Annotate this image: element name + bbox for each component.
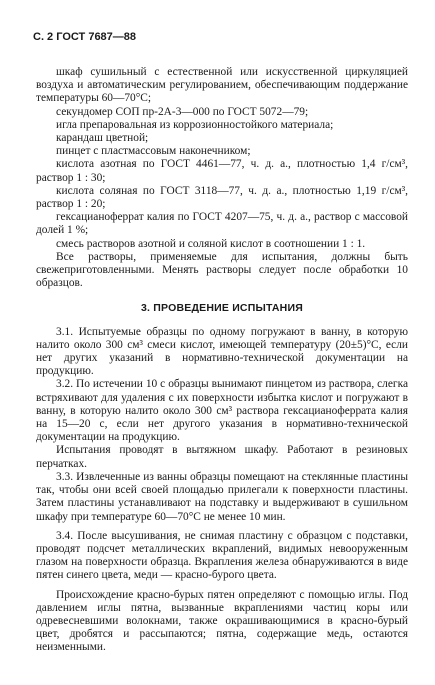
list-item: гексацианоферрат калия по ГОСТ 4207—75, ч. д. а., раствор с массовой долей 1 %;: [36, 211, 408, 237]
section-title: 3. ПРОВЕДЕНИЕ ИСПЫТАНИЯ: [141, 302, 303, 315]
list-item: игла препаровальная из коррозионностойкого материала;: [56, 118, 334, 131]
paragraph-3-4-detail: Происхождение красно-бурых пятен определяют с помощью иглы. Под давлением иглы пятна, вызванные вкраплениями частиц коры или одревесневшими волокнами, также окрашивающимися в красно-бурый цвет, дробятся и рассыпаются; пятна, содержащие медь, остаются неизменными.: [36, 588, 408, 654]
list-item: карандаш цветной;: [56, 132, 149, 145]
paragraph-3-1: 3.1. Испытуемые образцы по одному погружают в ванну, в которую налито около 300 см³ смеси кислот, имеющей температуру (20±5)°С, если нет других указаний в нормативно-технической документации на продукцию.: [36, 325, 408, 378]
list-item: шкаф сушильный с естественной или искусственной циркуляцией воздуха и автоматическим регулированием, обеспечивающим поддержание температуры 60—70°С;: [36, 66, 408, 105]
paragraph-3-4: 3.4. После высушивания, не снимая пластину с образцом с подставки, проводят подсчет металлических вкраплений, видимых невооруженным глазом на поверхности образца. Вкрапления железа обнаруживаются в виде пятен синего цвета, меди — красно-бурого цвета.: [36, 529, 408, 582]
reagent-list: [36, 66, 408, 251]
list-item: секундомер СОП пр-2А-3—000 по ГОСТ 5072—79;: [56, 105, 309, 118]
paragraph-3-2: 3.2. По истечении 10 с образцы вынимают пинцетом из раствора, слегка встряхивают для удаления с их поверхности избытка кислот и погружают в ванну, в которую налито около 300 см³ раствора гексацианоферрата калия на 15—20 с, если нет другого указания в нормативно-технической документации на продукцию.: [36, 378, 408, 444]
paragraph-3-2-note: Испытания проводят в вытяжном шкафу. Работают в резиновых перчатках.: [36, 444, 408, 470]
page-header: С. 2 ГОСТ 7687—88: [33, 31, 137, 43]
list-item: кислота азотная по ГОСТ 4461—77, ч. д. а., плотностью 1,4 г/см³, раствор 1 : 30;: [36, 158, 408, 184]
paragraph-3-3: 3.3. Извлеченные из ванны образцы помещают на стеклянные пластины так, чтобы они всей своей площадью прилегали к поверхности пластины. Затем пластины устанавливают на подставку и выдерживают в сушильном шкафу при температуре 60—70°С не менее 10 мин.: [36, 470, 408, 523]
list-item: пинцет с пластмассовым наконечником;: [56, 145, 251, 158]
document-body: [36, 66, 408, 655]
list-item: кислота соляная по ГОСТ 3118—77, ч. д. а., плотностью 1,19 г/см³, раствор 1 : 20;: [36, 184, 408, 211]
list-item: смесь растворов азотной и соляной кислот в соотношении 1 : 1.: [56, 237, 366, 250]
note-paragraph: Все растворы, применяемые для испытания, должны быть свежеприготовленными. Менять растворы следует после обработки 10 образцов.: [36, 250, 408, 290]
